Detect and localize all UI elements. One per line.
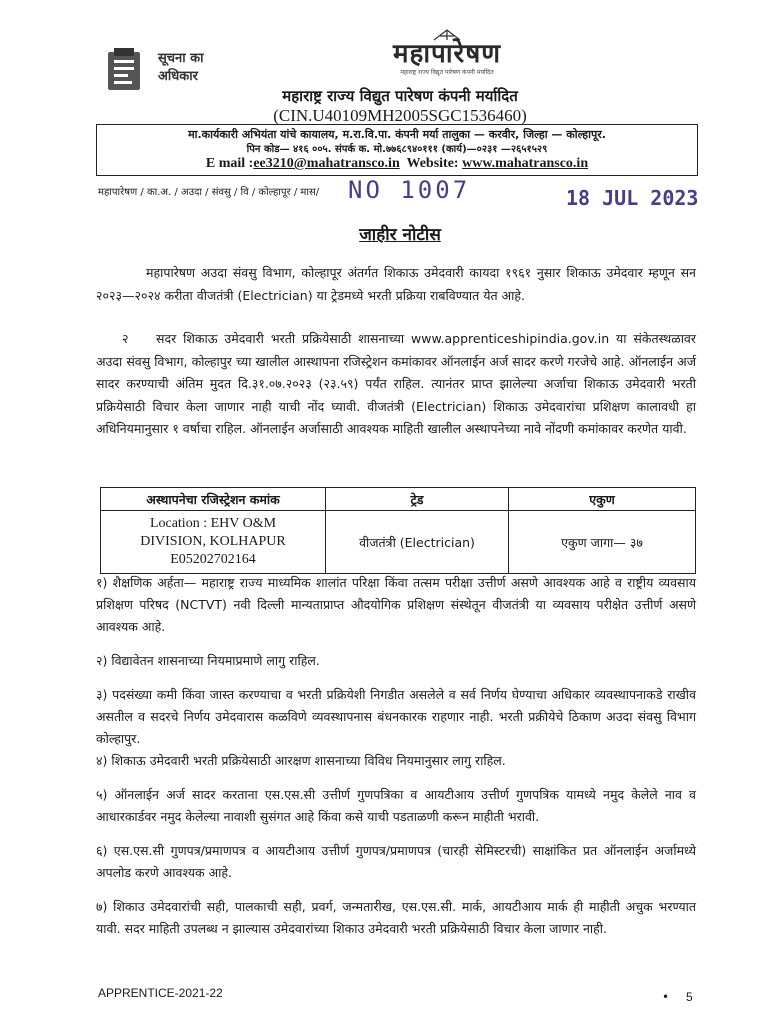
table-cell-trade: वीजतंत्री (Electrician) — [326, 511, 509, 574]
table-header-trade: ट्रेड — [326, 488, 509, 511]
list-item: ६) एस.एस.सी गुणपत्र/प्रमाणपत्र व आयटीआय उत्तीर्ण गुणपत्र/प्रमाणपत्र (चारही सेमिस्टरची) साक्षांकित प्रत ऑनलाईन अर्जामध्ये अपलोड करणे आवश्यक आहे. — [96, 843, 696, 880]
list-item: ३) पदसंख्या कमी किंवा जास्त करण्याचा व भरती प्रक्रियेशी निगडीत असलेले व सर्व निर्णय घेण्याचा अधिकार व्यवस्थापनाकडे राखीव असतील व सदरचे निर्णय उमेदवारास कळविणे व्यवस्थापनास बंधनकारक राहणार नाही. भरती प्रक्रीयेचे ठिकाण अउदा संवसु विभाग कोल्हापुर. — [96, 687, 696, 746]
footer-code: APPRENTICE-2021-22 — [98, 986, 223, 1000]
logo-subtitle: महाराष्ट्र राज्य विद्युत पारेषण कंपनी मर्यादित — [400, 69, 494, 76]
paragraph-1: महापारेषण अउदा संवसु विभाग, कोल्हापूर अंतर्गत शिकाऊ उमेदवारी कायदा १९६१ नुसार शिकाऊ उमेदवार म्हणून सन २०२३—२०२४ करीता वीजतंत्री (Electrician) या ट्रेडमध्ये भरती प्रक्रिया राबविण्यात येत आहे. — [96, 265, 696, 303]
website-label: Website: — [406, 156, 459, 171]
list-item: ५) ऑनलाईन अर्ज सादर करताना एस.एस.सी उत्तीर्ण गुणपत्रिका व आयटीआय उत्तीर्ण गुणपत्रिक यामध्ये नमुद केलेले नाव व आधारकार्डवर नमुद केलेल्या नावाशी सुसंगत आहे किंवा कसे याची पडताळणी करून माहीती भरावी. — [96, 787, 696, 824]
date-stamp: 18 JUL 2023 — [566, 186, 699, 210]
list-item: २) विद्यावेतन शासनाच्या नियमाप्रमाणे लागु राहिल. — [96, 653, 320, 668]
footer-mark: • — [662, 990, 670, 1004]
paragraph-2-text: सदर शिकाऊ उमेदवारी भरती प्रक्रियेसाठी शासनाच्या www.apprenticeshipindia.gov.in या संकेतस्थळावर अउदा संवसु विभाग, कोल्हापुर च्या खालील आस्थापना रजिस्ट्रेशन कमांकावर ऑनलाईन अर्ज सादर करणे गरजेचे आहे. ऑनलाईन अर्ज सादर करण्याची अंतिम मुदत दि.३१.०७.२०२३ (२३.५९) पर्यंत राहिल. त्यानंतर प्राप्त झालेल्या अर्जाचा शिकाऊ उमेदवारी भरती प्रक्रियेसाठी विचार केला जाणार नाही याची नोंद घ्यावी. वीजतंत्री (Electrician) शिकाऊ उमेदवारांचा प्रशिक्षण कालावधी हा अधिनियमानुसार १ वर्षाचा राहिल. ऑनलाईन अर्जासाठी आवश्यक माहिती खालील अस्थापनेच्या नावे नोंदणी कमांकावर करणेत यावी. — [96, 331, 696, 436]
address-line2: पिन कोड— ४१६ ००५. संपर्क क. मो.७७६८९४०१११ (कार्य)—०२३१ —२६५१५२९ — [246, 144, 548, 155]
table-header-total: एकुण — [509, 488, 696, 511]
table-cell-location — [101, 511, 326, 574]
transmission-tower-icon — [432, 28, 462, 42]
conditions-list — [96, 572, 696, 952]
reference-number-stamp: NO 1007 — [348, 176, 471, 204]
paragraph-2 — [96, 328, 696, 441]
notice-title: जाहीर नोटीस — [359, 225, 441, 245]
email-label: E mail : — [205, 156, 254, 171]
list-item: ४) शिकाऊ उमेदवारी भरती प्रक्रियेसाठी आरक्षण शासनाच्या विविध नियमानुसार लागु राहिल. — [96, 753, 506, 768]
reference-text: महापारेषण / का.अ. / अउदा / संवसु / वि / कोल्हापूर / मास/ — [98, 187, 320, 198]
company-name: महाराष्ट्र राज्य विद्युत पारेषण कंपनी मर्यादित — [282, 87, 518, 105]
logo-text: महापारेषण — [392, 39, 502, 69]
location-line3: E05202702164 — [170, 552, 256, 567]
email-link[interactable]: ee3210@mahatransco.in — [253, 156, 400, 171]
location-line1: Location : EHV O&M — [149, 516, 277, 531]
address-line1: मा.कार्यकारी अभियंता यांचे कायालय, म.रा.वि.पा. कंपनी मर्या तालुका — करवीर, जिल्हा — कोल्हापूर. — [188, 128, 606, 141]
page-number: 5 — [686, 990, 693, 1004]
list-item: ७) शिकाउ उमेदवारांची सही, पालकाची सही, प्रवर्ग, जन्मतारीख, एस.एस.सी. मार्क, आयटीआय मार्क ही माहीती अचुक भरण्यात यावी. सदर माहिती उपलब्ध न झाल्यास उमेदवारांच्या शिकाउ उमेदवारी भरती प्रक्रियेसाठी विचार केला जाणार नाही. — [96, 899, 696, 936]
contact-line — [97, 156, 697, 172]
registration-table — [100, 487, 696, 574]
list-item: १) शैक्षणिक अर्हता— महाराष्ट्र राज्य माध्यमिक शालांत परिक्षा किंवा तत्सम परीक्षा उत्तीर्ण असणे आवश्यक आहे व राष्ट्रीय व्यवसाय प्रशिक्षण परिषद (NCTVT) नवी दिल्ली मान्यताप्राप्त औदयोगिक प्रशिक्षण संस्थेतून वीजतंत्री या व्यवसाय परीक्षेत उत्तीर्ण असणे आवश्यक आहे. — [96, 575, 696, 634]
location-line2: DIVISION, KOLHAPUR — [140, 534, 286, 549]
address-box — [96, 124, 698, 176]
table-header-registration: अस्थापनेचा रजिस्ट्रेशन कमांक — [101, 488, 326, 511]
company-logo — [342, 34, 552, 82]
company-cin: (CIN.U40109MH2005SGC1536460) — [273, 106, 527, 125]
website-link[interactable]: www.mahatransco.in — [462, 156, 589, 171]
table-cell-total: एकुण जागा— ३७ — [509, 511, 696, 574]
rti-document-icon — [104, 48, 144, 92]
rti-text-line2: अधिकार — [158, 69, 198, 84]
table-row — [101, 511, 696, 574]
paragraph-2-number: २ — [122, 331, 129, 346]
rti-text-line1: सूचना का — [158, 51, 204, 66]
